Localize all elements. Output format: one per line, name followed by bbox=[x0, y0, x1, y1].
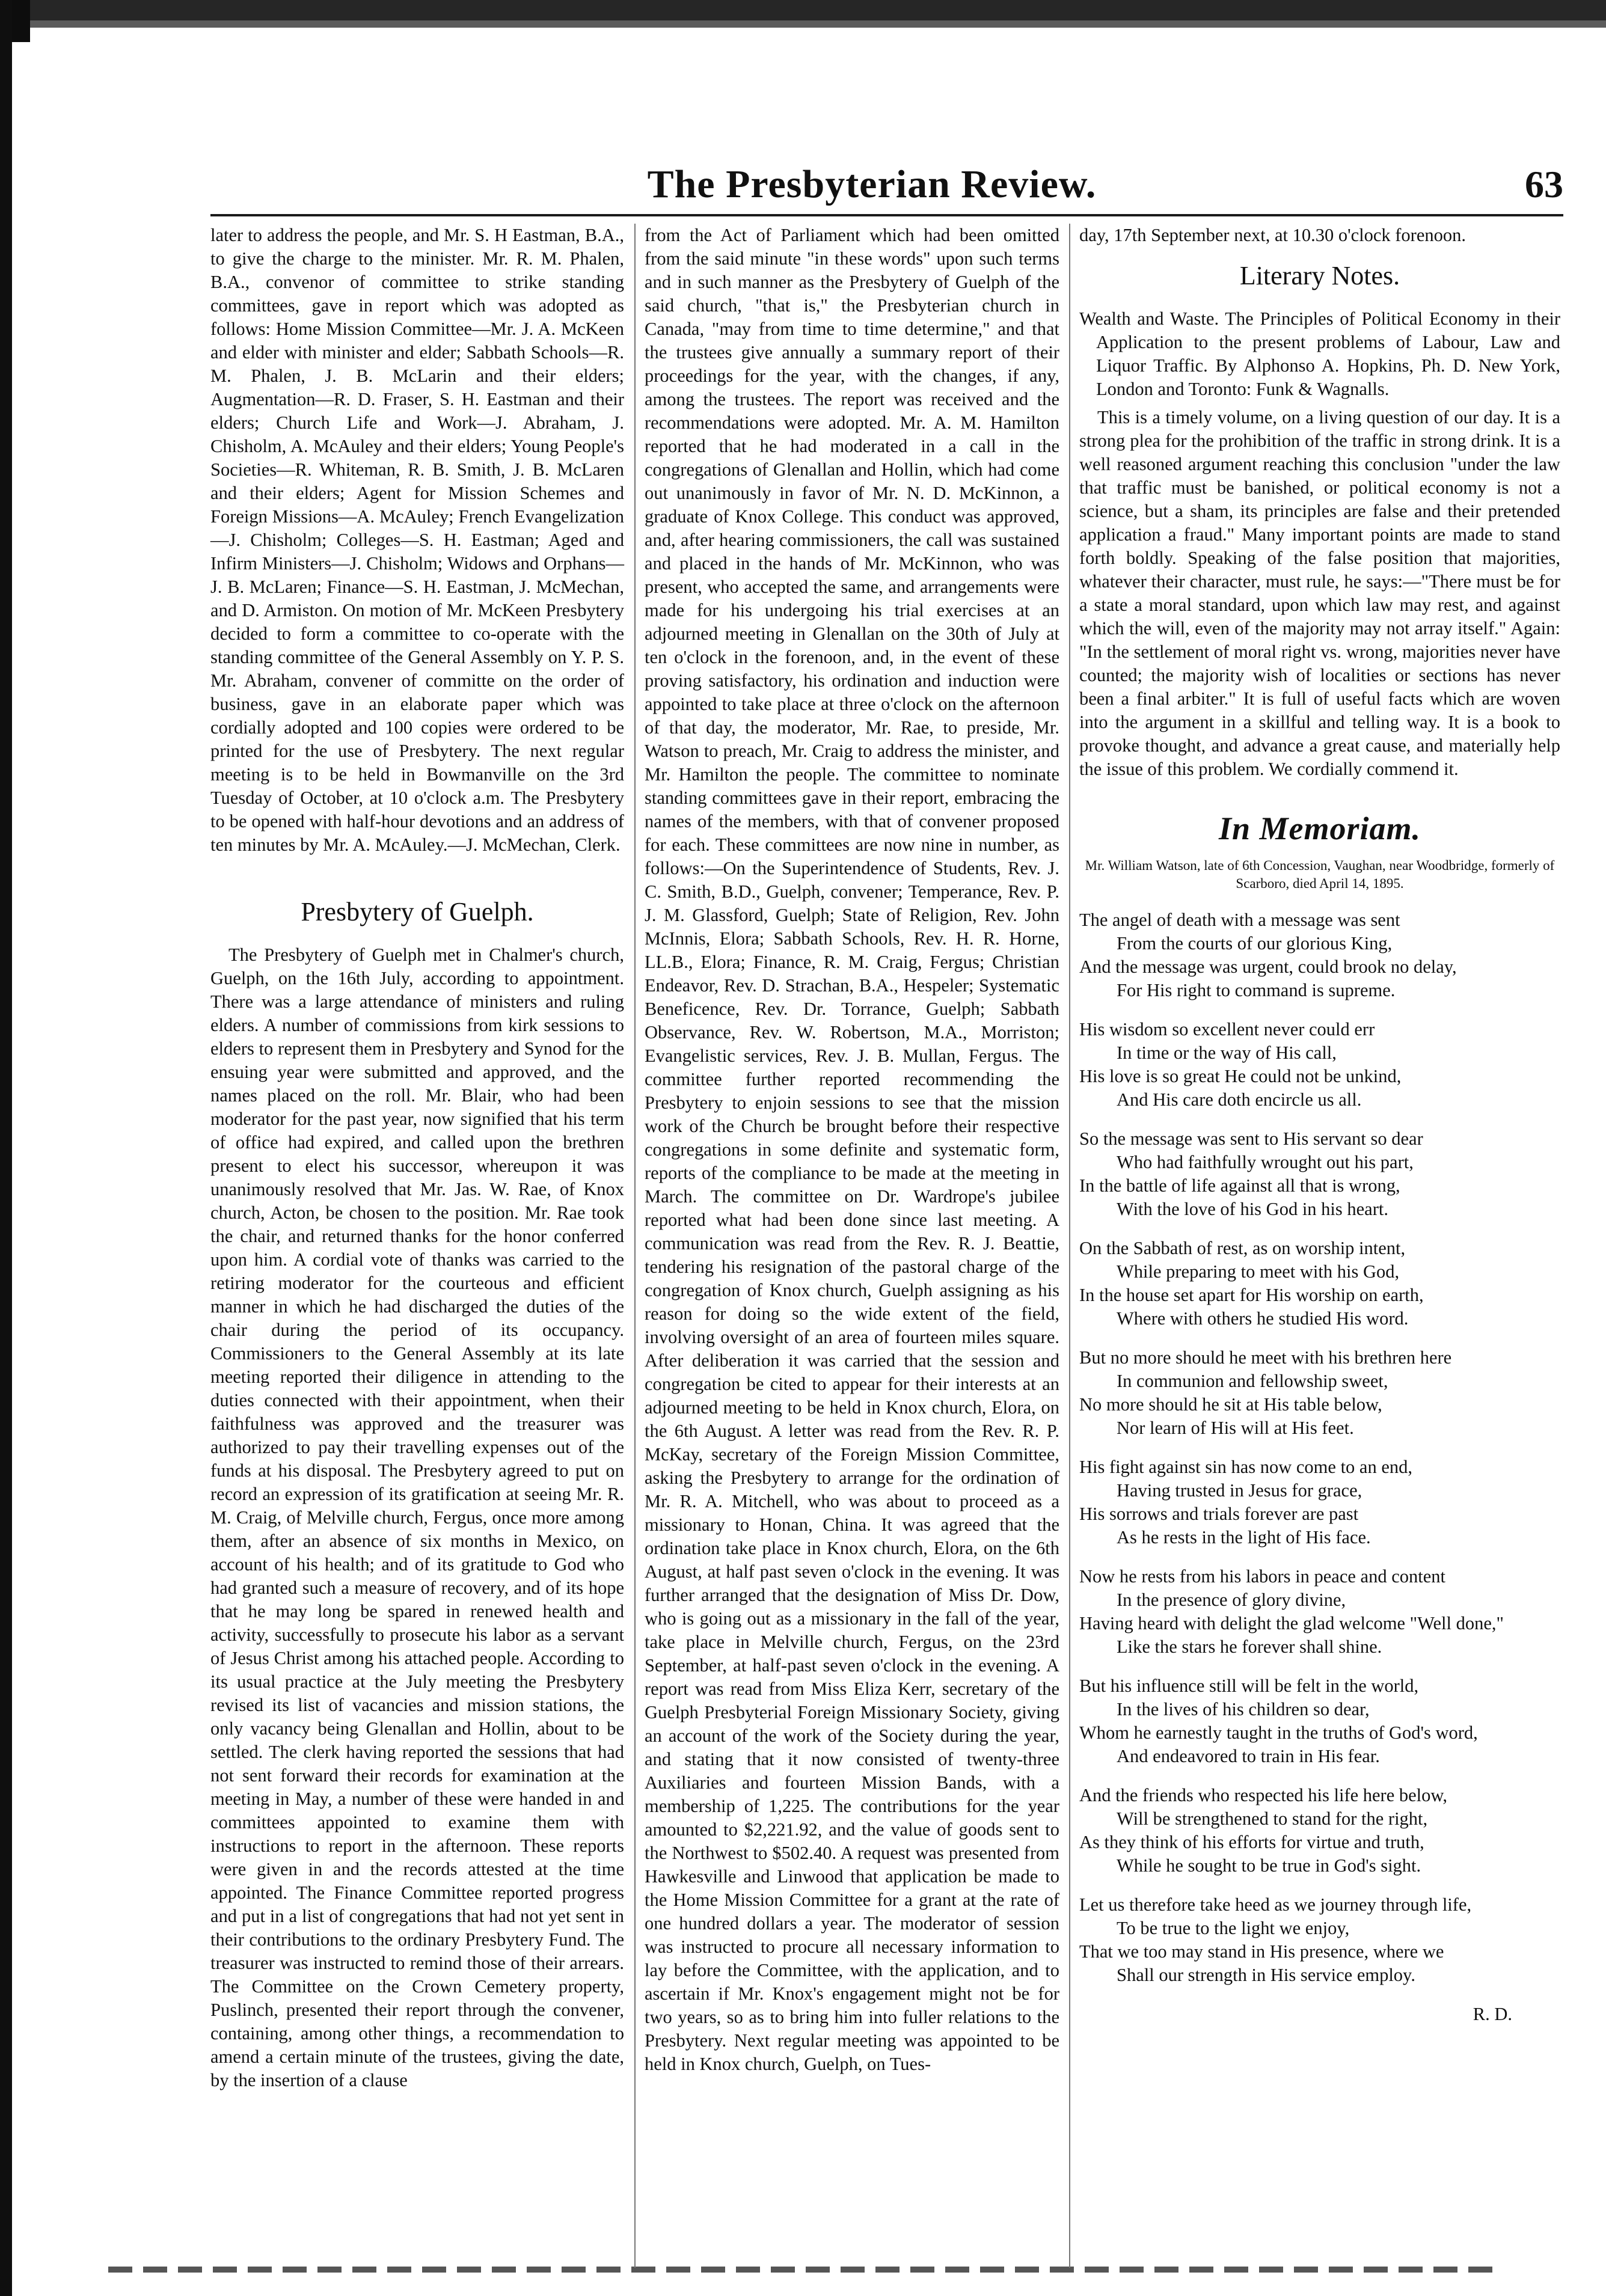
poem-line: Will be strengthened to stand for the right, bbox=[1117, 1808, 1428, 1829]
column-divider bbox=[634, 224, 636, 2268]
poem-line: As they think of his efforts for virtue and truth, bbox=[1079, 1832, 1424, 1852]
article-paragraph: from the Act of Parliament which had been omitted from the said minute "in these words" upon such terms and in such manner as the Presbytery of Guelph of the said church, "that is," the Presbyterian church in Canada, "may from time to time determine," and that the trustees give annually a summary report of their proceedings for the year, with the changes, if any, among the trustees. The report was received and the recommendations were adopted. Mr. A. M. Hamilton reported that he had moderated in a call in the congregations of Glenallan and Hollin, which had come out unanimously in favor of Mr. N. D. McKinnon, a graduate of Knox College. This conduct was approved, and, after hearing commissioners, the call was sustained and placed in the hands of Mr. McKinnon, who was present, who accepted the same, and arrangements were made for his undergoing his trial exercises at an adjourned meeting in Glenallan on the 30th of July at ten o'clock in the forenoon, and, in the event of these proving satisfactory, his ordination and induction were appointed to take place at three o'clock on the afternoon of that day, the moderator, Mr. Rae, to preside, Mr. Watson to preach, Mr. Craig to address the minister, and Mr. Hamilton the people. The committee to nominate standing committees gave in their report, embracing the names of the members, with that of convener proposed for each. These committees are now nine in number, as follows:—On the Superintendence of Students, Rev. J. C. Smith, B.D., Guelph, convener; Temperance, Rev. P. J. M. Glassford, Guelph; State of Religion, Rev. John McInnis, Elora; Sabbath Schools, Rev. H. R. Horne, LL.B., Elora; Finance, R. M. Craig, Fergus; Christian Endeavor, Rev. D. Strachan, B.A., Hespeler; Systematic Beneficence, Rev. Dr. Torrance, Guelph; Sabbath Observance, Rev. W. Robertson, M.A., Morriston; Evangelistic services, Rev. J. B. Mullan, Fergus. The committee further reported recommending the Presbytery to enjoin sessions to see that the mission work of the Church be brought before their respective congregations in some definite and systematic form, reports of the compliance to be made at the meeting in March. The committee on Dr. Wardrope's jubilee reported what had been done since last meeting. A communication was read from the Rev. R. J. Beattie, tendering his resignation of the pastoral charge of the congregation of Knox church, Guelph assigning as his reason for doing so the wide extent of the field, involving oversight of an area of fourteen miles square. After deliberation it was carried that the session and congregation be cited to appear for their interests at an adjourned meeting to be held in Knox church, Elora, on the 6th August. A letter was read from the Rev. R. P. McKay, secretary of the Foreign Mission Committee, asking the Presbytery to arrange for the ordination of Mr. R. A. Mitchell, who was about to proceed as a missionary to Honan, China. It was agreed that the ordination take place in Knox church, Elora, on the 6th August, at half past seven o'clock in the evening. It was further arranged that the designation of Miss Dr. Dow, who is going out as a missionary in the fall of the year, take place in Melville church, Fergus, on the 23rd September, at half-past seven o'clock in the evening. A report was read from Miss Eliza Kerr, secretary of the Guelph Presbyterial Foreign Missionary Society, giving an account of the work of the Society during the year, and stating that it now consisted of twenty-three Auxiliaries and fourteen Mission Bands, with a membership of 1,225. The contributions for the year amounted to $2,221.92, and the value of goods sent to the Northwest to $502.40. A request was presented from Hawkesville and Linwood that application be made to the Home Mission Committee for a grant at the rate of one hundred dollars a year. The moderator of session was instructed to procure all necessary information to lay before the Committee, with the application, and to ascertain if Mr. Knox's engagement might not be for two years, so as to bring him into fuller relations to the Presbytery. Next regular meeting was appointed to be held in Knox church, Guelph, on Tues- bbox=[645, 225, 1059, 2074]
poem-line: While he sought to be true in God's sight. bbox=[1117, 1855, 1421, 1876]
poem-line: And His care doth encircle us all. bbox=[1117, 1089, 1362, 1110]
poem-line: Shall our strength in His service employ. bbox=[1117, 1965, 1415, 1985]
poem-line: In the presence of glory divine, bbox=[1117, 1590, 1346, 1610]
column-3 bbox=[1079, 224, 1560, 2026]
poem-stanza bbox=[1079, 1237, 1560, 1330]
poem-line: His sorrows and trials forever are past bbox=[1079, 1504, 1359, 1524]
journal-title: The Presbyterian Review. bbox=[647, 162, 1097, 206]
section-heading-in-memoriam: In Memoriam. bbox=[1218, 810, 1421, 846]
poem-stanza bbox=[1079, 1127, 1560, 1221]
poem-signature: R. D. bbox=[1473, 2004, 1512, 2024]
article-paragraph: day, 17th September next, at 10.30 o'clock forenoon. bbox=[1079, 225, 1467, 245]
poem-line: And endeavored to train in His fear. bbox=[1117, 1746, 1380, 1766]
poem-line: But his influence still will be felt in the world, bbox=[1079, 1676, 1419, 1696]
poem-line: In communion and fellowship sweet, bbox=[1117, 1371, 1388, 1391]
poem-line: Now he rests from his labors in peace and content bbox=[1079, 1566, 1445, 1587]
poem-line: In the house set apart for His worship on earth, bbox=[1079, 1285, 1424, 1305]
poem-stanza bbox=[1079, 1784, 1560, 1878]
poem-line: In the battle of life against all that is wrong, bbox=[1079, 1175, 1400, 1196]
poem-line: Let us therefore take heed as we journey through life, bbox=[1079, 1894, 1472, 1915]
poem-line: For His right to command is supreme. bbox=[1117, 980, 1396, 1000]
poem-line: And the message was urgent, could brook no delay, bbox=[1079, 957, 1457, 977]
poem-stanza bbox=[1079, 1893, 1560, 1987]
poem-stanza bbox=[1079, 1018, 1560, 1112]
article-paragraph: The Presbytery of Guelph met in Chalmer's church, Guelph, on the 16th July, according to appointment. There was a large attendance of ministers and ruling elders. A number of commissions from kirk sessions to elders to represent them in Presbytery and Synod for the ensuing year were submitted and approved, and the names placed on the roll. Mr. Blair, who had been moderator for the past year, now signified that his term of office had expired, and called upon the brethren present to elect his successor, whereupon it was unanimously resolved that Mr. Jas. W. Rae, of Knox church, Acton, be chosen to the position. Mr. Rae took the chair, and returned thanks for the honor conferred upon him. A cordial vote of thanks was carried to the retiring moderator for the courteous and efficient manner in which he had discharged the duties of the chair during the period of its occupancy. Commissioners to the General Assembly at its late meeting reported their diligence in attending to the duties connected with their appointment, when their faithfulness was approved and the treasurer was authorized to pay their travelling expenses out of the funds at his disposal. The Presbytery agreed to put on record an expression of its gratification at seeing Mr. R. M. Craig, of Melville church, Fergus, once more among them, after an absence of six months in Mexico, on account of his health; and of its gratitude to God who had granted such a measure of recovery, and of its hope that he may long be spared in renewed health and activity, successfully to prosecute his labor as a servant of Jesus Christ among his attached people. According to its usual practice at the July meeting the Presbytery revised its list of vacancies and mission stations, the only vacancy being Glenallan and Hollin, about to be settled. The clerk having reported the sessions that had not sent forward their records for examination at the meeting in May, a number of these were handed in and committees appointed to examine them with instructions to report in the afternoon. These reports were given in and the records attested at the time appointed. The Finance Committee reported progress and put in a list of congregations that had not yet sent in their contributions to the ordinary Presbytery Fund. The treasurer was instructed to remind those of their arrears. The Committee on the Crown Cemetery property, Puslinch, presented their report through the convener, containing, among other things, a recommendation to amend a certain minute of the trustees, giving the date, by the insertion of a clause bbox=[210, 944, 624, 2090]
poem-stanza bbox=[1079, 1565, 1560, 1659]
poem-stanza bbox=[1079, 1674, 1560, 1768]
poem-line: His wisdom so excellent never could err bbox=[1079, 1019, 1375, 1039]
poem-line: Nor learn of His will at His feet. bbox=[1117, 1418, 1354, 1438]
section-heading-literary-notes: Literary Notes. bbox=[1239, 261, 1400, 290]
poem-line: Having heard with delight the glad welcome "Well done," bbox=[1079, 1613, 1504, 1633]
poem-line: And the friends who respected his life here below, bbox=[1079, 1785, 1448, 1805]
page-number: 63 bbox=[1525, 163, 1563, 206]
poem-line: On the Sabbath of rest, as on worship intent, bbox=[1079, 1238, 1406, 1258]
poem-line: To be true to the light we enjoy, bbox=[1117, 1918, 1350, 1938]
poem-line: His fight against sin has now come to an end, bbox=[1079, 1457, 1412, 1477]
column-1 bbox=[210, 224, 624, 2092]
poem-line: The angel of death with a message was sent bbox=[1079, 910, 1400, 930]
poem-line: Having trusted in Jesus for grace, bbox=[1117, 1480, 1362, 1501]
poem-line: No more should he sit at His table below, bbox=[1079, 1394, 1382, 1415]
poem-line: Whom he earnestly taught in the truths of God's word, bbox=[1079, 1722, 1478, 1743]
book-review: This is a timely volume, on a living question of our day. It is a strong plea for the prohibition of the traffic in strong drink. It is a well reasoned argument reaching this conclusion "under the law that traffic must be banished, or political economy is not a science, but a sham, its principles are false and their pretended application a fraud." Many important points are made to stand forth boldly. Speaking of the false position that majorities, whatever their character, must rule, he says:—"There must be for a state a moral standard, upon which law may rest, and against which the will, even of the majority may not array itself." Again: "In the settlement of moral right vs. wrong, majorities never have counted; the majority wish of localities or sections has never been a final arbiter." It is full of useful facts which are woven into the argument in a skillful and telling way. It is a book to provoke thought, and advance a great cause, and materially help the issue of this problem. We cordially commend it. bbox=[1079, 407, 1560, 779]
poem-line: Like the stars he forever shall shine. bbox=[1117, 1636, 1382, 1657]
scan-edge-bottom bbox=[108, 2267, 1503, 2273]
poem-stanza bbox=[1079, 1346, 1560, 1440]
poem-line: Who had faithfully wrought out his part, bbox=[1117, 1152, 1414, 1172]
poem-line: In the lives of his children so dear, bbox=[1117, 1699, 1370, 1719]
poem-line: With the love of his God in his heart. bbox=[1117, 1199, 1388, 1219]
memorial-poem bbox=[1079, 908, 1560, 1987]
book-entry: Wealth and Waste. The Principles of Political Economy in their Application to the present problems of Labour, Law and Liquor Traffic. By Alphonso A. Hopkins, Ph. D. New York, London and Toronto: Funk & Wagnalls. bbox=[1079, 308, 1560, 399]
column-2 bbox=[645, 224, 1059, 2076]
poem-line: But no more should he meet with his brethren here bbox=[1079, 1347, 1452, 1368]
poem-stanza bbox=[1079, 1456, 1560, 1549]
scan-edge-top bbox=[0, 0, 1606, 42]
poem-line: In time or the way of His call, bbox=[1117, 1042, 1337, 1063]
section-heading-presbytery-of-guelph: Presbytery of Guelph. bbox=[301, 897, 534, 926]
poem-line: So the message was sent to His servant so dear bbox=[1079, 1128, 1423, 1149]
scan-edge-left bbox=[0, 0, 12, 2296]
poem-line: Where with others he studied His word. bbox=[1117, 1308, 1409, 1329]
poem-line: While preparing to meet with his God, bbox=[1117, 1261, 1400, 1282]
memorial-note: Mr. William Watson, late of 6th Concession, Vaughan, near Woodbridge, formerly of Scarboro, died April 14, 1895. bbox=[1085, 858, 1555, 891]
poem-line: As he rests in the light of His face. bbox=[1117, 1527, 1371, 1548]
poem-line: That we too may stand in His presence, where we bbox=[1079, 1941, 1444, 1962]
poem-line: From the courts of our glorious King, bbox=[1117, 933, 1393, 954]
poem-line: His love is so great He could not be unkind, bbox=[1079, 1066, 1402, 1086]
column-divider bbox=[1069, 224, 1070, 2268]
poem-stanza bbox=[1079, 908, 1560, 1002]
continued-paragraph: later to address the people, and Mr. S. H Eastman, B.A., to give the charge to the minister. Mr. R. M. Phalen, B.A., convenor of committee to strike standing committees, gave in report which was adopted as follows: Home Mission Committee—Mr. J. A. McKeen and elder with minister and elder; Sabbath Schools—R. M. Phalen, J. B. McLarin and their elders; Augmentation—R. D. Fraser, S. H. Eastman and their elders; Church Life and Work—J. Abraham, J. Chisholm, A. McAuley and their elders; Young People's Societies—R. Whiteman, R. B. Smith, J. B. McLaren and their elders; Agent for Mission Schemes and Foreign Missions—A. McAuley; French Evangelization—J. Chisholm; Colleges—S. H. Eastman; Aged and Infirm Ministers—J. Chisholm; Widows and Orphans—J. B. McLaren; Finance—S. H. Eastman, J. McMechan, and D. Armiston. On motion of Mr. McKeen Presbytery decided to form a committee to co-operate with the standing committee of the General Assembly on Y. P. S. Mr. Abraham, convener of committe on the order of business, gave in an elaborate paper which was cordially adopted and 100 copies were ordered to be printed for the use of Presbytery. The next regular meeting is to be held in Bowmanville on the 3rd Tuesday of October, at 10 o'clock a.m. The Presbytery to be opened with half-hour devotions and an address of ten minutes by Mr. A. McAuley.—J. McMechan, Clerk. bbox=[210, 225, 624, 855]
header-rule bbox=[210, 214, 1563, 216]
